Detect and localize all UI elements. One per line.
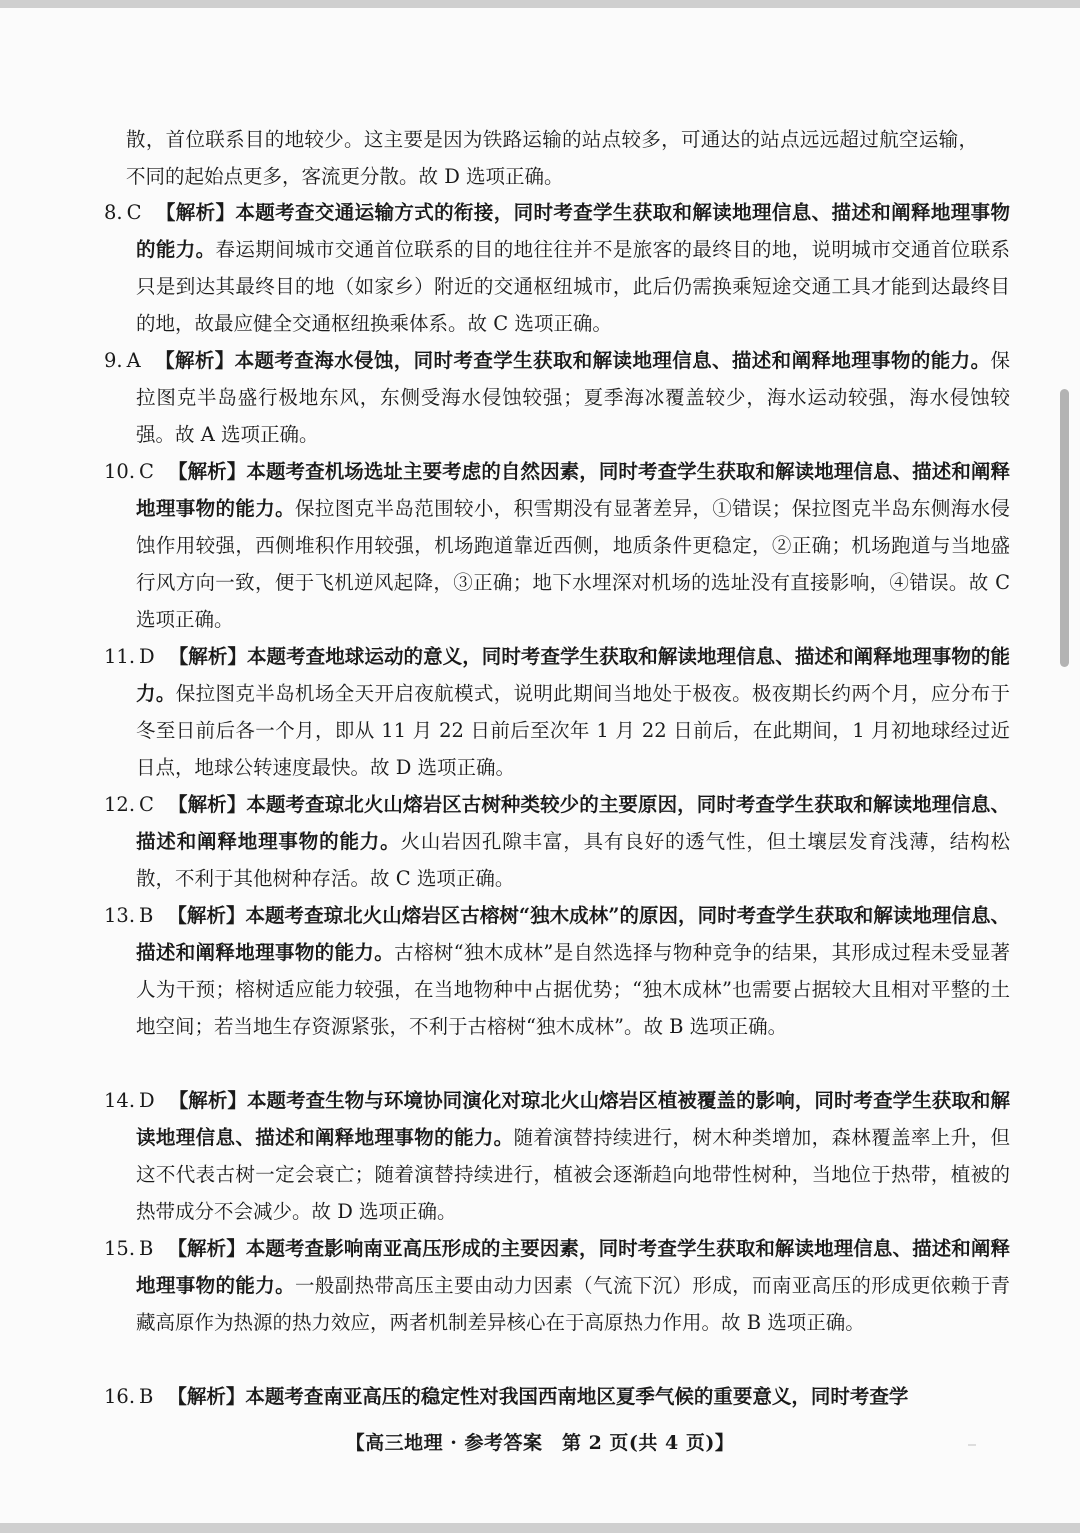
item-tag: 【解析】 — [167, 1385, 246, 1408]
item-number: 8. — [104, 201, 123, 224]
item-answer: A — [126, 349, 141, 372]
answer-item-8 — [104, 194, 1010, 342]
item-answer: D — [139, 645, 155, 668]
item-lead: 本题考查地球运动的意义，同时考查学生获取和解读地理信息、描述和阐释地理事物的能力。 — [136, 645, 1010, 705]
item-answer: C — [139, 793, 154, 816]
item-lead: 本题考查机场选址主要考虑的自然因素，同时考查学生获取和解读地理信息、描述和阐释地理事物的能力。 — [136, 460, 1010, 520]
item-number: 14. — [104, 1089, 136, 1112]
item-tag: 【解析】 — [167, 1237, 246, 1260]
item-body: 一般副热带高压主要由动力因素（气流下沉）形成，而南亚高压的形成更依赖于青藏高原作为热源的热力效应，两者机制差异核心在于高原热力作用。故 B 选项正确。 — [136, 1274, 1010, 1334]
item-lead: 本题考查琼北火山熔岩区古树种类较少的主要原因，同时考查学生获取和解读地理信息、描述和阐释地理事物的能力。 — [136, 793, 1010, 853]
item-body: 春运期间城市交通首位联系的目的地往往并不是旅客的最终目的地，说明城市交通首位联系只是到达其最终目的地（如家乡）附近的交通枢纽城市，此后仍需换乘短途交通工具才能到达最终目的地，故最应健全交通枢纽换乘体系。故 C 选项正确。 — [136, 238, 1010, 335]
item-tag: 【解析】 — [167, 793, 247, 816]
answer-item-15 — [104, 1230, 1010, 1341]
item-tag: 【解析】 — [167, 904, 246, 927]
viewer-top-bar — [0, 0, 1080, 8]
item-number: 15. — [104, 1237, 136, 1260]
item-answer: B — [139, 904, 154, 927]
item-lead: 本题考查琼北火山熔岩区古榕树“独木成林”的原因，同时考查学生获取和解读地理信息、描述和阐释地理事物的能力。 — [136, 904, 1010, 964]
item-body: 古榕树“独木成林”是自然选择与物种竞争的结果，其形成过程未受显著人为干预；榕树适应能力较强，在当地物种中占据优势；“独木成林”也需要占据较大且相对平整的土地空间；若当地生存资源紧张，不利于古榕树“独木成林”。故 B 选项正确。 — [136, 941, 1010, 1038]
item-body: 保拉图克半岛范围较小，积雪期没有显著差异，①错误；保拉图克半岛东侧海水侵蚀作用较强，西侧堆积作用较强，机场跑道靠近西侧，地质条件更稳定，②正确；机场跑道与当地盛行风方向一致，便于飞机逆风起降，③正确；地下水埋深对机场的选址没有直接影响，④错误。故 C 选项正确。 — [136, 497, 1010, 631]
item-body: 随着演替持续进行，树木种类增加，森林覆盖率上升，但这不代表古树一定会衰亡；随着演替持续进行，植被会逐渐趋向地带性树种，当地位于热带，植被的热带成分不会减少。故 D 选项正确。 — [136, 1126, 1010, 1223]
item-tag: 【解析】 — [154, 349, 235, 372]
item-lead: 本题考查影响南亚高压形成的主要因素，同时考查学生获取和解读地理信息、描述和阐释地理事物的能力。 — [136, 1237, 1010, 1297]
viewer-bottom-bar — [0, 1523, 1080, 1533]
item-body: 火山岩因孔隙丰富，具有良好的透气性，但土壤层发育浅薄，结构松散，不利于其他树种存活。故 C 选项正确。 — [136, 830, 1010, 890]
item-answer: C — [126, 201, 142, 224]
answer-item-13 — [104, 897, 1010, 1045]
intro-text: 散，首位联系目的地较少。这主要是因为铁路运输的站点较多，可通达的站点远远超过航空运输，不同的起始点更多，客流更分散。故 D 选项正确。 — [126, 128, 978, 188]
item-answer: C — [139, 460, 154, 483]
item-number: 9. — [104, 349, 123, 372]
item-body: 保拉图克半岛盛行极地东风，东侧受海水侵蚀较强；夏季海冰覆盖较少，海水运动较强，海水侵蚀较强。故 A 选项正确。 — [136, 349, 1010, 446]
intro-paragraph — [126, 121, 978, 195]
vertical-scrollbar-thumb[interactable] — [1060, 389, 1069, 667]
item-answer: D — [139, 1089, 155, 1112]
item-lead: 本题考查生物与环境协同演化对琼北火山熔岩区植被覆盖的影响，同时考查学生获取和解读地理信息、描述和阐释地理事物的能力。 — [136, 1089, 1010, 1149]
item-tag: 【解析】 — [155, 201, 236, 224]
page-footer: 【高三地理 · 参考答案 第 2 页(共 4 页)】 — [345, 1432, 735, 1454]
document-page — [0, 8, 1080, 1523]
page-corner-mark — [968, 1444, 976, 1446]
answer-item-11 — [104, 638, 1010, 786]
answer-item-12 — [104, 786, 1010, 897]
item-lead: 本题考查海水侵蚀，同时考查学生获取和解读地理信息、描述和阐释地理事物的能力。 — [234, 349, 991, 372]
answer-item-10 — [104, 453, 1010, 638]
item-answer: B — [139, 1385, 154, 1408]
item-tag: 【解析】 — [168, 1089, 247, 1112]
answer-item-16 — [104, 1378, 1010, 1415]
item-lead: 本题考查交通运输方式的衔接，同时考查学生获取和解读地理信息、描述和阐释地理事物的能力。 — [136, 201, 1010, 261]
item-number: 10. — [104, 460, 136, 483]
item-tag: 【解析】 — [167, 460, 247, 483]
item-number: 16. — [104, 1385, 136, 1408]
item-number: 11. — [104, 645, 136, 668]
item-answer: B — [139, 1237, 154, 1260]
item-number: 12. — [104, 793, 136, 816]
answer-item-14 — [104, 1082, 1010, 1230]
item-tag: 【解析】 — [168, 645, 247, 668]
item-number: 13. — [104, 904, 136, 927]
item-lead: 本题考查南亚高压的稳定性对我国西南地区夏季气候的重要意义，同时考查学 — [245, 1385, 909, 1408]
item-body: 保拉图克半岛机场全天开启夜航模式，说明此期间当地处于极夜。极夜期长约两个月，应分布于冬至日前后各一个月，即从 11 月 22 日前后至次年 1 月 22 日前后，在此期间，1 月初地球经过近日点，地球公转速度最快。故 D 选项正确。 — [136, 682, 1010, 779]
answer-item-9 — [104, 342, 1010, 453]
